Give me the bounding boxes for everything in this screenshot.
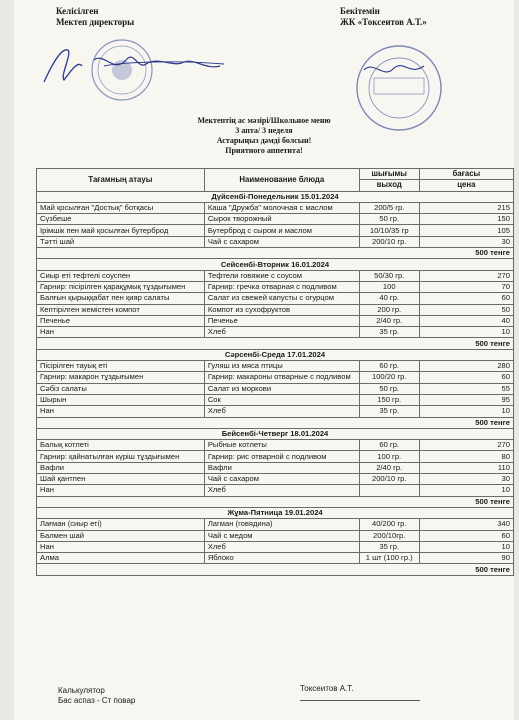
- dish-output: 60 гр.: [359, 440, 419, 451]
- dish-output: 50/30 гр.: [359, 270, 419, 281]
- table-row: [37, 485, 514, 496]
- dish-price: 30: [419, 236, 513, 247]
- entrepreneur-label: ЖК «Токсеитов А.Т.»: [340, 17, 427, 27]
- dish-output: 50 гр.: [359, 383, 419, 394]
- dish-name-ru: Чай с медом: [204, 530, 359, 541]
- dish-name-kz: Нан: [37, 327, 205, 338]
- dish-price: 110: [419, 462, 513, 473]
- table-row: [37, 293, 514, 304]
- approve-label: Бекітемін: [340, 6, 380, 16]
- table-row: [37, 236, 514, 247]
- dish-output: 1 шт (100 гр.): [359, 553, 419, 564]
- dish-output: 2/40 гр.: [359, 315, 419, 326]
- title-line-3: Астарыңыз дәмді болсын!: [216, 136, 312, 145]
- table-row: [37, 530, 514, 541]
- day-total: 500 тенге: [37, 338, 514, 349]
- dish-name-kz: Балық котлеті: [37, 440, 205, 451]
- dish-name-ru: Рыбные котлеты: [204, 440, 359, 451]
- dish-output: [359, 485, 419, 496]
- dish-name-kz: Май қосылған "Достық" ботқасы: [37, 202, 205, 213]
- dish-price: 150: [419, 214, 513, 225]
- day-total-row: [37, 564, 514, 575]
- day-header-row: [37, 428, 514, 439]
- table-row: [37, 214, 514, 225]
- dish-name-kz: Шырын: [37, 394, 205, 405]
- dish-price: 95: [419, 394, 513, 405]
- header-price-kz: бағасы: [419, 169, 513, 180]
- header-output-ru: выход: [359, 180, 419, 191]
- table-row: [37, 474, 514, 485]
- dish-name-kz: Сиыр еті тефтелі соуспен: [37, 270, 205, 281]
- dish-price: 40: [419, 315, 513, 326]
- dish-name-ru: Хлеб: [204, 406, 359, 417]
- dish-price: 60: [419, 530, 513, 541]
- dish-name-kz: Вафли: [37, 462, 205, 473]
- day-total-row: [37, 248, 514, 259]
- dish-name-ru: Тефтели говяжие с соусом: [204, 270, 359, 281]
- day-total: 500 тенге: [37, 564, 514, 575]
- footer-signatory: [300, 684, 420, 701]
- dish-name-ru: Чай с сахаром: [204, 474, 359, 485]
- approval-right: [340, 6, 427, 28]
- dish-name-kz: Балғын қырыққабат пен қияр салаты: [37, 293, 205, 304]
- dish-name-kz: Нан: [37, 485, 205, 496]
- dish-price: 105: [419, 225, 513, 236]
- dish-name-ru: Хлеб: [204, 327, 359, 338]
- dish-output: 100: [359, 281, 419, 292]
- table-row: [37, 327, 514, 338]
- dish-output: 200/10 гр.: [359, 474, 419, 485]
- dish-price: 10: [419, 541, 513, 552]
- dish-price: 55: [419, 383, 513, 394]
- dish-price: 30: [419, 474, 513, 485]
- day-header-row: [37, 507, 514, 518]
- table-row: [37, 462, 514, 473]
- dish-name-ru: Салат из моркови: [204, 383, 359, 394]
- dish-name-kz: Сүзбеше: [37, 214, 205, 225]
- director-label: Мектеп директоры: [56, 17, 135, 27]
- dish-price: 215: [419, 202, 513, 213]
- title-line-2: 3 апта/ 3 неделя: [235, 126, 293, 135]
- header-ru: Наименование блюда: [204, 169, 359, 192]
- dish-output: 200/10 гр.: [359, 236, 419, 247]
- dish-output: 200/10гр.: [359, 530, 419, 541]
- header-price-ru: цена: [419, 180, 513, 191]
- dish-output: 35 гр.: [359, 406, 419, 417]
- dish-price: 70: [419, 281, 513, 292]
- day-header-row: [37, 259, 514, 270]
- dish-name-ru: Компот из сухофруктов: [204, 304, 359, 315]
- dish-name-kz: Ірімшік пен май қосылған бутерброд: [37, 225, 205, 236]
- calculator-label: Калькулятор: [58, 686, 105, 695]
- chef-label: Бас аспаз - Ст повар: [58, 696, 136, 705]
- table-row: [37, 519, 514, 530]
- header-kz: Тағамның атауы: [37, 169, 205, 192]
- table-row: [37, 225, 514, 236]
- day-total: 500 тенге: [37, 248, 514, 259]
- dish-output: 100 гр.: [359, 451, 419, 462]
- table-row: [37, 541, 514, 552]
- dish-output: 100/20 гр.: [359, 372, 419, 383]
- day-total-row: [37, 417, 514, 428]
- dish-name-kz: Алма: [37, 553, 205, 564]
- dish-output: 35 гр.: [359, 541, 419, 552]
- dish-name-kz: Тәтті шай: [37, 236, 205, 247]
- dish-price: 270: [419, 270, 513, 281]
- dish-name-ru: Лагман (говядина): [204, 519, 359, 530]
- table-row: [37, 406, 514, 417]
- day-total: 500 тенге: [37, 496, 514, 507]
- director-signature-stamp: [34, 30, 244, 120]
- dish-name-ru: Сырок творожный: [204, 214, 359, 225]
- dish-price: 90: [419, 553, 513, 564]
- day-header-row: [37, 191, 514, 202]
- dish-name-ru: Салат из свежей капусты с огурцом: [204, 293, 359, 304]
- dish-output: 200/5 гр.: [359, 202, 419, 213]
- dish-price: 10: [419, 327, 513, 338]
- agreed-label: Келісілген: [56, 6, 99, 16]
- dish-name-ru: Гарнир: гречка отварная с подливом: [204, 281, 359, 292]
- dish-name-ru: Бутерброд с сыром и маслом: [204, 225, 359, 236]
- table-row: [37, 202, 514, 213]
- dish-name-ru: Печенье: [204, 315, 359, 326]
- dish-price: 60: [419, 372, 513, 383]
- dish-name-kz: Гарнир: пісірілген қарақұмық тұздығымен: [37, 281, 205, 292]
- day-total-row: [37, 338, 514, 349]
- dish-price: 50: [419, 304, 513, 315]
- signatory-name: Токсеитов А.Т.: [300, 684, 354, 693]
- approval-left: [56, 6, 134, 28]
- day-title: Жұма-Пятница 19.01.2024: [37, 507, 514, 518]
- dish-name-ru: Вафли: [204, 462, 359, 473]
- dish-output: 40/200 гр.: [359, 519, 419, 530]
- table-row: [37, 553, 514, 564]
- table-row: [37, 394, 514, 405]
- table-row: [37, 383, 514, 394]
- day-title: Сейсенбі-Вторник 16.01.2024: [37, 259, 514, 270]
- table-row: [37, 372, 514, 383]
- dish-name-ru: Гарнир: рис отварной с подливом: [204, 451, 359, 462]
- table-row: [37, 451, 514, 462]
- dish-name-ru: Сок: [204, 394, 359, 405]
- header-output-kz: шығымы: [359, 169, 419, 180]
- dish-output: 35 гр.: [359, 327, 419, 338]
- day-title: Бейсенбі-Четверг 18.01.2024: [37, 428, 514, 439]
- dish-name-ru: Хлеб: [204, 541, 359, 552]
- dish-name-ru: Хлеб: [204, 485, 359, 496]
- dish-name-kz: Нан: [37, 541, 205, 552]
- table-row: [37, 440, 514, 451]
- dish-output: 10/10/35 гр: [359, 225, 419, 236]
- dish-name-kz: Гарнир: қайнатылған күріш тұздығымен: [37, 451, 205, 462]
- dish-price: 280: [419, 361, 513, 372]
- dish-output: 150 гр.: [359, 394, 419, 405]
- dish-name-kz: Печенье: [37, 315, 205, 326]
- dish-name-kz: Кептірілген жемістен компот: [37, 304, 205, 315]
- dish-name-ru: Каша "Дружба" молочная с маслом: [204, 202, 359, 213]
- title-line-4: Приятного аппетита!: [225, 146, 303, 155]
- dish-output: 50 гр.: [359, 214, 419, 225]
- dish-name-ru: Чай с сахаром: [204, 236, 359, 247]
- dish-name-ru: Гуляш из мяса птицы: [204, 361, 359, 372]
- dish-name-kz: Пісірілген тауық еті: [37, 361, 205, 372]
- title-line-1: Мектептің ас мәзірі/Школьное меню: [197, 116, 331, 125]
- document-page: [14, 0, 514, 720]
- day-total: 500 тенге: [37, 417, 514, 428]
- dish-price: 60: [419, 293, 513, 304]
- dish-price: 270: [419, 440, 513, 451]
- table-row: [37, 315, 514, 326]
- day-total-row: [37, 496, 514, 507]
- dish-price: 340: [419, 519, 513, 530]
- footer-left: [58, 686, 135, 706]
- table-row: [37, 361, 514, 372]
- dish-price: 10: [419, 485, 513, 496]
- dish-name-kz: Сәбіз салаты: [37, 383, 205, 394]
- dish-name-kz: Лағман (сиыр еті): [37, 519, 205, 530]
- dish-price: 10: [419, 406, 513, 417]
- dish-output: 60 гр.: [359, 361, 419, 372]
- dish-output: 2/40 гр.: [359, 462, 419, 473]
- menu-title: [114, 116, 414, 156]
- dish-name-ru: Гарнир: макароны отварные с подливом: [204, 372, 359, 383]
- dish-name-kz: Шай қантпен: [37, 474, 205, 485]
- dish-name-kz: Нан: [37, 406, 205, 417]
- dish-output: 40 гр.: [359, 293, 419, 304]
- day-title: Дүйсенбі-Понедельник 15.01.2024: [37, 191, 514, 202]
- day-header-row: [37, 349, 514, 360]
- table-row: [37, 281, 514, 292]
- dish-name-ru: Яблоко: [204, 553, 359, 564]
- dish-name-kz: Балмен шай: [37, 530, 205, 541]
- menu-table: [36, 168, 514, 576]
- day-title: Сәрсенбі-Среда 17.01.2024: [37, 349, 514, 360]
- dish-price: 80: [419, 451, 513, 462]
- dish-output: 200 гр.: [359, 304, 419, 315]
- table-row: [37, 304, 514, 315]
- table-row: [37, 270, 514, 281]
- dish-name-kz: Гарнир: макарон тұздығымен: [37, 372, 205, 383]
